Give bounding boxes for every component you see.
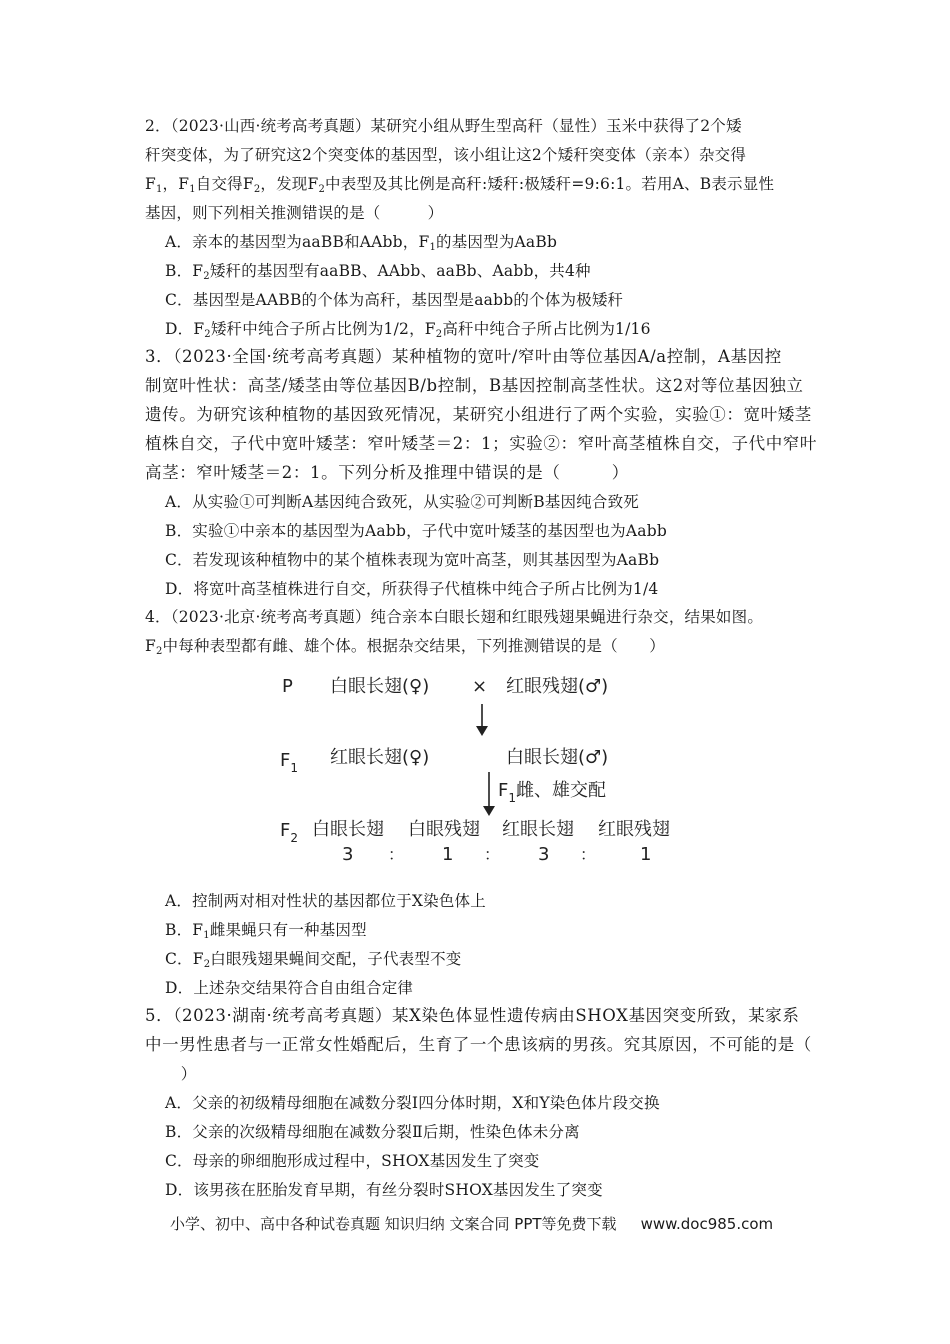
question-5-option-d: D．该男孩在胚胎发育早期，有丝分裂时SHOX基因发生了突变: [165, 1181, 603, 1199]
cross-symbol: ×: [472, 676, 488, 697]
question-2-option-a: A．亲本的基因型为aaBB和AAbb，$F_1$的基因型为AaBb: [165, 233, 558, 253]
question-4-stem-line: $F_2$中每种表型都有雌、雄个体。根据杂交结果，下列推测错误的是（ ）: [145, 637, 665, 657]
question-5-option-c: C．母亲的卵细胞形成过程中，SHOX基因发生了突变: [165, 1152, 540, 1170]
question-3-stem-line: 3．（2023·全国·统考高考真题）某种植物的宽叶/窄叶由等位基因A/a控制，A基因控: [145, 347, 782, 366]
cross-diagram: [270, 668, 690, 868]
question-3-stem-line: 高茎：窄叶矮茎＝2：1。下列分析及推理中错误的是（ ）: [145, 463, 629, 482]
question-5-stem-line: ）: [165, 1065, 197, 1083]
f2-phenotype: 白眼残翅: [408, 819, 480, 840]
f2-ratio-value: 3: [342, 844, 354, 865]
question-3-option-b: B．实验①中亲本的基因型为Aabb，子代中宽叶矮茎的基因型也为Aabb: [165, 522, 667, 540]
question-4-option-c: C．$F_2$白眼残翅果蝇间交配，子代表型不变: [165, 950, 462, 970]
question-2-stem-line: 2．（2023·山西·统考高考真题）某研究小组从野生型高秆（显性）玉米中获得了2个矮: [145, 117, 742, 135]
page-footer: [170, 1213, 773, 1234]
footer-text: 小学、初中、高中各种试卷真题 知识归纳 文案合同 PPT等免费下载: [170, 1215, 617, 1233]
parent-generation-label: P: [282, 676, 293, 697]
question-2-option-b: B．$F_2$矮秆的基因型有aaBB、AAbb、aaBb、Aabb，共4种: [165, 262, 591, 282]
f2-phenotype: 红眼残翅: [598, 819, 670, 840]
question-3-option-d: D．将宽叶高茎植株进行自交，所获得子代植株中纯合子所占比例为1/4: [165, 580, 659, 598]
f2-ratio-separator: ：: [388, 845, 405, 864]
f2-phenotype: 红眼长翅: [502, 819, 574, 840]
arrow-down-icon: [483, 772, 495, 816]
question-2-stem-line: 秆突变体，为了研究这2个突变体的基因型，该小组让这2个矮秆突变体（亲本）杂交得: [145, 146, 747, 164]
question-3-stem-line: 制宽叶性状：高茎/矮茎由等位基因B/b控制，B基因控制高茎性状。这2对等位基因独立: [145, 376, 804, 395]
question-4-option-b: B．$F_1$雌果蝇只有一种基因型: [165, 921, 367, 941]
question-5-stem-line: 5．（2023·湖南·统考高考真题）某X染色体显性遗传病由SHOX基因突变所致，某家系: [145, 1006, 800, 1025]
arrow-down-icon: [476, 704, 488, 736]
question-4-option-d: D．上述杂交结果符合自由组合定律: [165, 979, 414, 997]
f2-ratio-separator: ：: [580, 845, 597, 864]
f1-male-phenotype: 白眼长翅(♂): [506, 747, 609, 768]
question-2-option-d: D．$F_2$矮秆中纯合子所占比例为1/2，$F_2$高秆中纯合子所占比例为1/16: [165, 320, 651, 340]
footer-link[interactable]: www.doc985.com: [640, 1215, 774, 1233]
question-3-option-c: C．若发现该种植物中的某个植株表现为宽叶高茎，则其基因型为AaBb: [165, 551, 660, 569]
question-3-option-a: A．从实验①可判断A基因纯合致死，从实验②可判断B基因纯合致死: [165, 493, 639, 511]
question-5-option-a: A．父亲的初级精母细胞在减数分裂Ⅰ四分体时期，X和Y染色体片段交换: [165, 1094, 660, 1112]
f2-phenotype: 白眼长翅: [312, 819, 384, 840]
f1-mating-note: $F_1$雌、雄交配: [498, 780, 606, 805]
question-5-option-b: B．父亲的次级精母细胞在减数分裂Ⅱ后期，性染色体未分离: [165, 1123, 580, 1141]
question-2-stem-line: $F_1$，$F_1$自交得$F_2$，发现$F_2$中表型及其比例是高秆:矮秆:极矮秆=9:6:1。若用A、B表示显性: [145, 175, 775, 195]
question-4-stem-line: 4．（2023·北京·统考高考真题）纯合亲本白眼长翅和红眼残翅果蝇进行杂交，结果如图。: [145, 608, 764, 626]
f2-generation-label: $F_2$: [280, 820, 298, 845]
question-2-stem-line: 基因，则下列相关推测错误的是（ ）: [145, 204, 444, 222]
f2-ratio-separator: ：: [484, 845, 501, 864]
f1-generation-label: $F_1$: [280, 750, 298, 775]
question-3-stem-line: 植株自交，子代中宽叶矮茎：窄叶矮茎＝2：1；实验②：窄叶高茎植株自交，子代中窄叶: [145, 434, 817, 453]
f2-ratio-value: 1: [442, 844, 454, 865]
parent-female-phenotype: 白眼长翅(♀): [330, 676, 430, 697]
parent-male-phenotype: 红眼残翅(♂): [506, 676, 609, 697]
question-2-option-c: C．基因型是AABB的个体为高秆，基因型是aabb的个体为极矮秆: [165, 291, 624, 309]
question-3-stem-line: 遗传。为研究该种植物的基因致死情况，某研究小组进行了两个实验，实验①：宽叶矮茎: [145, 405, 812, 424]
f1-female-phenotype: 红眼长翅(♀): [330, 747, 430, 768]
question-5-stem-line: 中一男性患者与一正常女性婚配后，生育了一个患该病的男孩。究其原因，不可能的是（: [145, 1035, 812, 1054]
question-4-option-a: A．控制两对相对性状的基因都位于X染色体上: [165, 892, 486, 910]
f2-ratio-value: 1: [640, 844, 652, 865]
f2-ratio-value: 3: [538, 844, 550, 865]
